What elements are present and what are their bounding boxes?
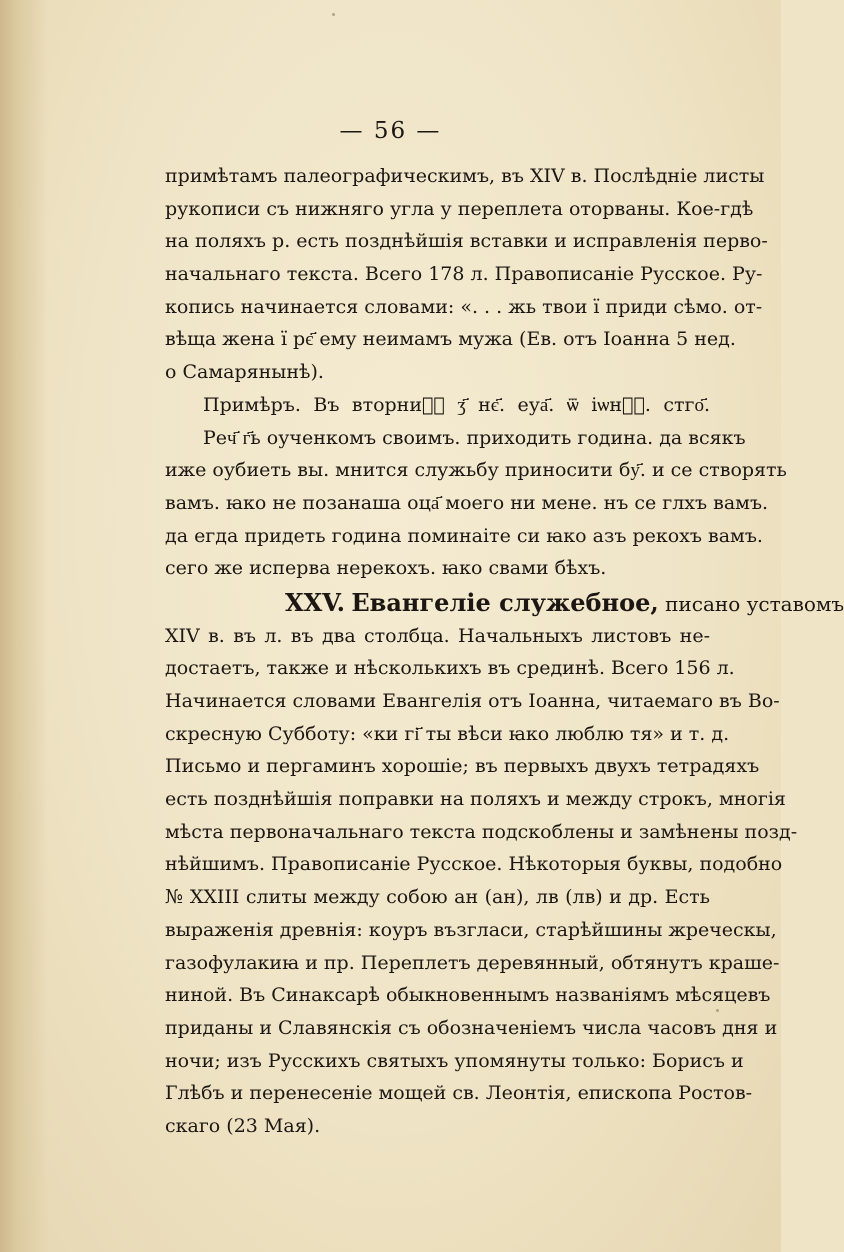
text-line: вѣща жена ї рє҃ ему неимамъ мужа (Ев. отъ Іоанна 5 нед. [165,328,736,351]
paper-speck [716,1009,719,1012]
entry-heading-line [165,587,844,620]
text-line: есть позднѣйшія поправки на поляхъ и между строкъ, многія [165,788,786,811]
text-line: копись начинается словами: «. . . жь твои ї приди сѣмо. от- [165,295,763,318]
text-line: сего же исперва нерекохъ. ꙗко свами бѣхъ. [165,557,607,580]
text-line: Начинается словами Евангелія отъ Іоанна, читаемаго въ Во- [165,690,780,712]
text-line: начальнаго текста. Всего 178 л. Правописаніе Русское. Ру- [165,263,763,286]
entry-heading-rest: писано уставомъ [665,591,844,616]
text-line: примѣтамъ палеографическимъ, въ XIV в. Послѣдніе листы [165,165,765,187]
text-line: да егда придеть година поминаіте си ꙗко азъ рекохъ вамъ. [165,524,763,547]
text-line: рукописи съ нижняго угла у переплета оторваны. Кое-гдѣ [165,197,754,220]
text-line: Письмо и пергаминъ хорошіе; въ первыхъ двухъ тетрадяхъ [165,755,760,778]
entry-number: XXV. [285,587,346,617]
text-line: ночи; изъ Русскихъ святыхъ упомянуты только: Борисъ и [165,1049,744,1072]
text-line: вамъ. ꙗко не позанаша оца҃ моего ни мене. нъ се глхъ вамъ. [165,491,769,514]
text-line: скаго (23 Мая). [165,1114,321,1137]
text-line: приданы и Славянскія съ обозначеніемъ числа часовъ дня и [165,1016,778,1039]
text-line: иже оубиеть вы. мнится служьбу приносити бу҃. и се створять [165,459,787,482]
text-line: о Самарянынѣ). [165,361,324,384]
text-line: выраженія древнія: коуръ възгласи, старѣйшины жреческы, [165,918,777,941]
text-line: газофулакиꙗ и пр. Переплетъ деревянный, обтянутъ краше- [165,951,780,974]
page-fold-shadow [0,0,48,1252]
paper-speck [332,13,335,16]
text-line: достаетъ, также и нѣсколькихъ въ срединѣ. Всего 156 л. [165,657,735,680]
text-line: Примѣръ. Въ вторниⷦ҇ ӡ҃ нє҃. еуа҃. ѿ іѡнⷹ҇. стго҃. [203,393,710,416]
page-number: — 56 — [339,118,442,144]
text-line: Глѣбъ и перенесеніе мощей св. Леонтія, епископа Ростов- [165,1082,753,1105]
paragraph-example [165,389,787,585]
text-line: ниной. Въ Синаксарѣ обыкновеннымъ названіямъ мѣсяцевъ [165,984,771,1007]
text-line: XIV в. въ л. въ два столбца. Начальныхъ листовъ не- [165,624,710,647]
text-line: Реч҃ г҃ь оученкомъ своимъ. приходить година. да всякъ [203,426,746,449]
paragraph-description [165,160,768,389]
paragraph-entry-description [165,620,798,1143]
text-line: нѣйшимъ. Правописаніе Русское. Нѣкоторыя буквы, подобно [165,853,783,876]
text-line: № XXIII слиты между собою ан (ан), лв (лв) и др. Есть [165,886,710,909]
text-line: скресную Субботу: «ки гі҃ ты вѣси ꙗко люблю тя» и т. д. [165,722,730,745]
entry-title: Евангеліе служебное, [351,587,659,617]
text-line: на поляхъ р. есть позднѣйшія вставки и исправленія перво- [165,230,768,253]
text-block [165,160,844,1143]
text-line: мѣста первоначальнаго текста подскоблены и замѣнены позд- [165,820,798,843]
